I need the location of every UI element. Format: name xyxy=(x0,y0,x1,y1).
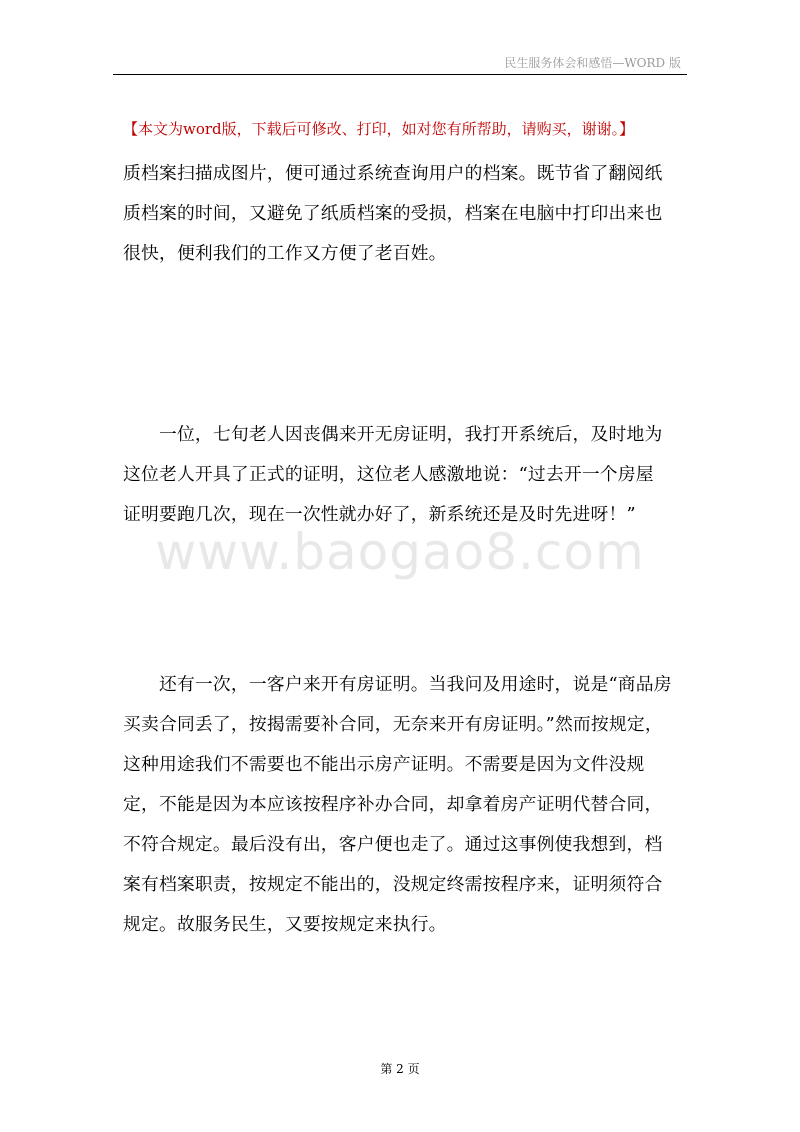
paragraph-line: 还有一次，一客户来开有房证明。当我问及用途时，说是“商品房 xyxy=(123,674,672,695)
paragraph-line: 这位老人开具了正式的证明，这位老人感激地说：“过去开一个房屋 xyxy=(123,464,654,485)
paragraph-line: 定，不能是因为本应该按程序补办合同，却拿着房产证明代替合同， xyxy=(123,794,663,815)
running-header: 民生服务体会和感悟—WORD 版 xyxy=(504,56,681,70)
paragraph-line: 质档案扫描成图片，便可通过系统查询用户的档案。既节省了翻阅纸 xyxy=(123,163,663,184)
paragraph-line: 证明要跑几次，现在一次性就办好了，新系统还是及时先进呀！” xyxy=(123,504,636,525)
paragraph-line: 这种用途我们不需要也不能出示房产证明。不需要是因为文件没规 xyxy=(123,754,645,775)
paragraph-line: 规定。故服务民生，又要按规定来执行。 xyxy=(123,914,447,935)
paragraph-line: 买卖合同丢了，按揭需要补合同，无奈来开有房证明。”然而按规定， xyxy=(123,714,663,735)
watermark: www.baogao8.com xyxy=(155,523,645,581)
page-number: 第 2 页 xyxy=(380,1062,420,1076)
header-divider xyxy=(113,74,687,75)
paragraph-3 xyxy=(123,665,703,945)
download-notice: 【本文为word版，下载后可修改、打印，如对您有所帮助，请购买，谢谢。】 xyxy=(123,120,635,138)
paragraph-line: 一位，七旬老人因丧偶来开无房证明，我打开系统后，及时地为 xyxy=(123,424,663,445)
paragraph-line: 很快，便利我们的工作又方便了老百姓。 xyxy=(123,243,447,264)
paragraph-line: 质档案的时间，又避免了纸质档案的受损，档案在电脑中打印出来也 xyxy=(123,203,663,224)
paragraph-1 xyxy=(123,154,703,274)
paragraph-line: 不符合规定。最后没有出，客户便也走了。通过这事例使我想到，档 xyxy=(123,834,663,855)
paragraph-2 xyxy=(123,415,703,535)
paragraph-line: 案有档案职责，按规定不能出的，没规定终需按程序来，证明须符合 xyxy=(123,874,663,895)
